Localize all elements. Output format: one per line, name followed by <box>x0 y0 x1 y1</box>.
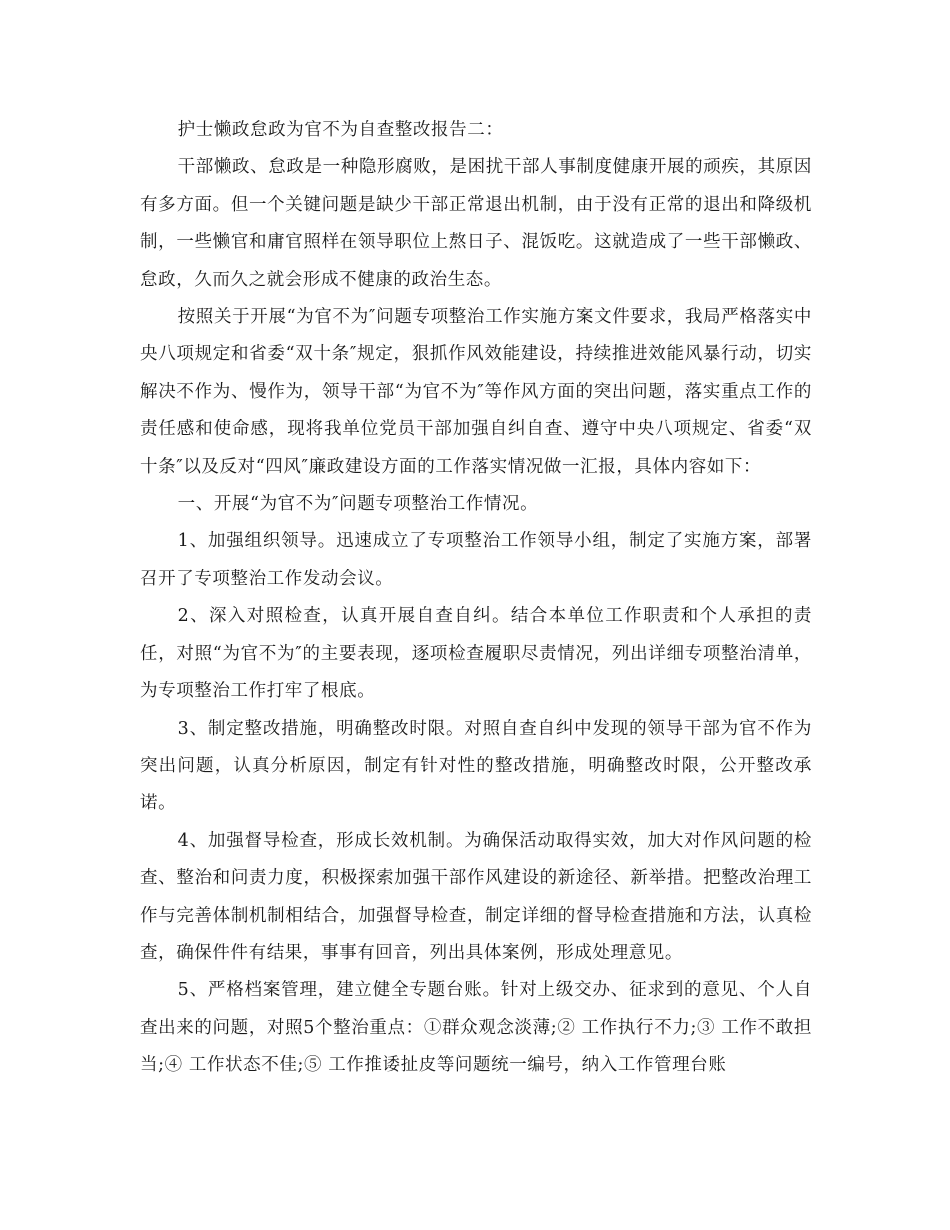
paragraph-background: 按照关于开展“为官不为″问题专项整治工作实施方案文件要求，我局严格落实中央八项规定和省委“双十条″规定，狠抓作风效能建设，持续推进效能风暴行动，切实解决不作为、慢作为，领导干部“为官不为″等作风方面的突出问题，落实重点工作的责任感和使命感，现将我单位党员干部加强自纠自查、遵守中央八项规定、省委“双十条″以及反对“四风″廉政建设方面的工作落实情况做一汇报，具体内容如下： <box>140 307 812 477</box>
document-body <box>140 112 812 1085</box>
list-item-4: 4、加强督导检查，形成长效机制。为确保活动取得实效，加大对作风问题的检查、整治和问责力度，积极探索加强干部作风建设的新途径、新举措。把整改治理工作与完善体制机制相结合，加强督导检查，制定详细的督导检查措施和方法，认真检查，确保件件有结果，事事有回音，列出具体案例，形成处理意见。 <box>140 830 812 963</box>
paragraph-intro: 干部懒政、怠政是一种隐形腐败，是困扰干部人事制度健康开展的顽疾，其原因有多方面。但一个关键问题是缺少干部正常退出机制，由于没有正常的退出和降级机制，一些懒官和庸官照样在领导职位上熬日子、混饭吃。这就造成了一些干部懒政、怠政，久而久之就会形成不健康的政治生态。 <box>140 157 812 290</box>
document-title: 护士懒政怠政为官不为自查整改报告二： <box>177 120 504 140</box>
list-item-3: 3、制定整改措施，明确整改时限。对照自查自纠中发现的领导干部为官不作为突出问题，认真分析原因，制定有针对性的整改措施，明确整改时限，公开整改承诺。 <box>140 718 812 814</box>
list-item-2: 2、深入对照检查，认真开展自查自纠。结合本单位工作职责和个人承担的责任，对照“为官不为″的主要表现，逐项检查履职尽责情况，列出详细专项整治清单，为专项整治工作打牢了根底。 <box>140 606 812 702</box>
list-item-5: 5、严格档案管理，建立健全专题台账。针对上级交办、征求到的意见、个人自查出来的问题，对照5个整治重点：①群众观念淡薄;② 工作执行不力;③ 工作不敢担当;④ 工作状态不佳;⑤ 工作推诿扯皮等问题统一编号，纳入工作管理台账 <box>140 980 812 1076</box>
section-heading-1: 一、开展“为官不为″问题专项整治工作情况。 <box>177 494 539 515</box>
list-item-1: 1、加强组织领导。迅速成立了专项整治工作领导小组，制定了实施方案，部署召开了专项整治工作发动会议。 <box>140 531 812 589</box>
